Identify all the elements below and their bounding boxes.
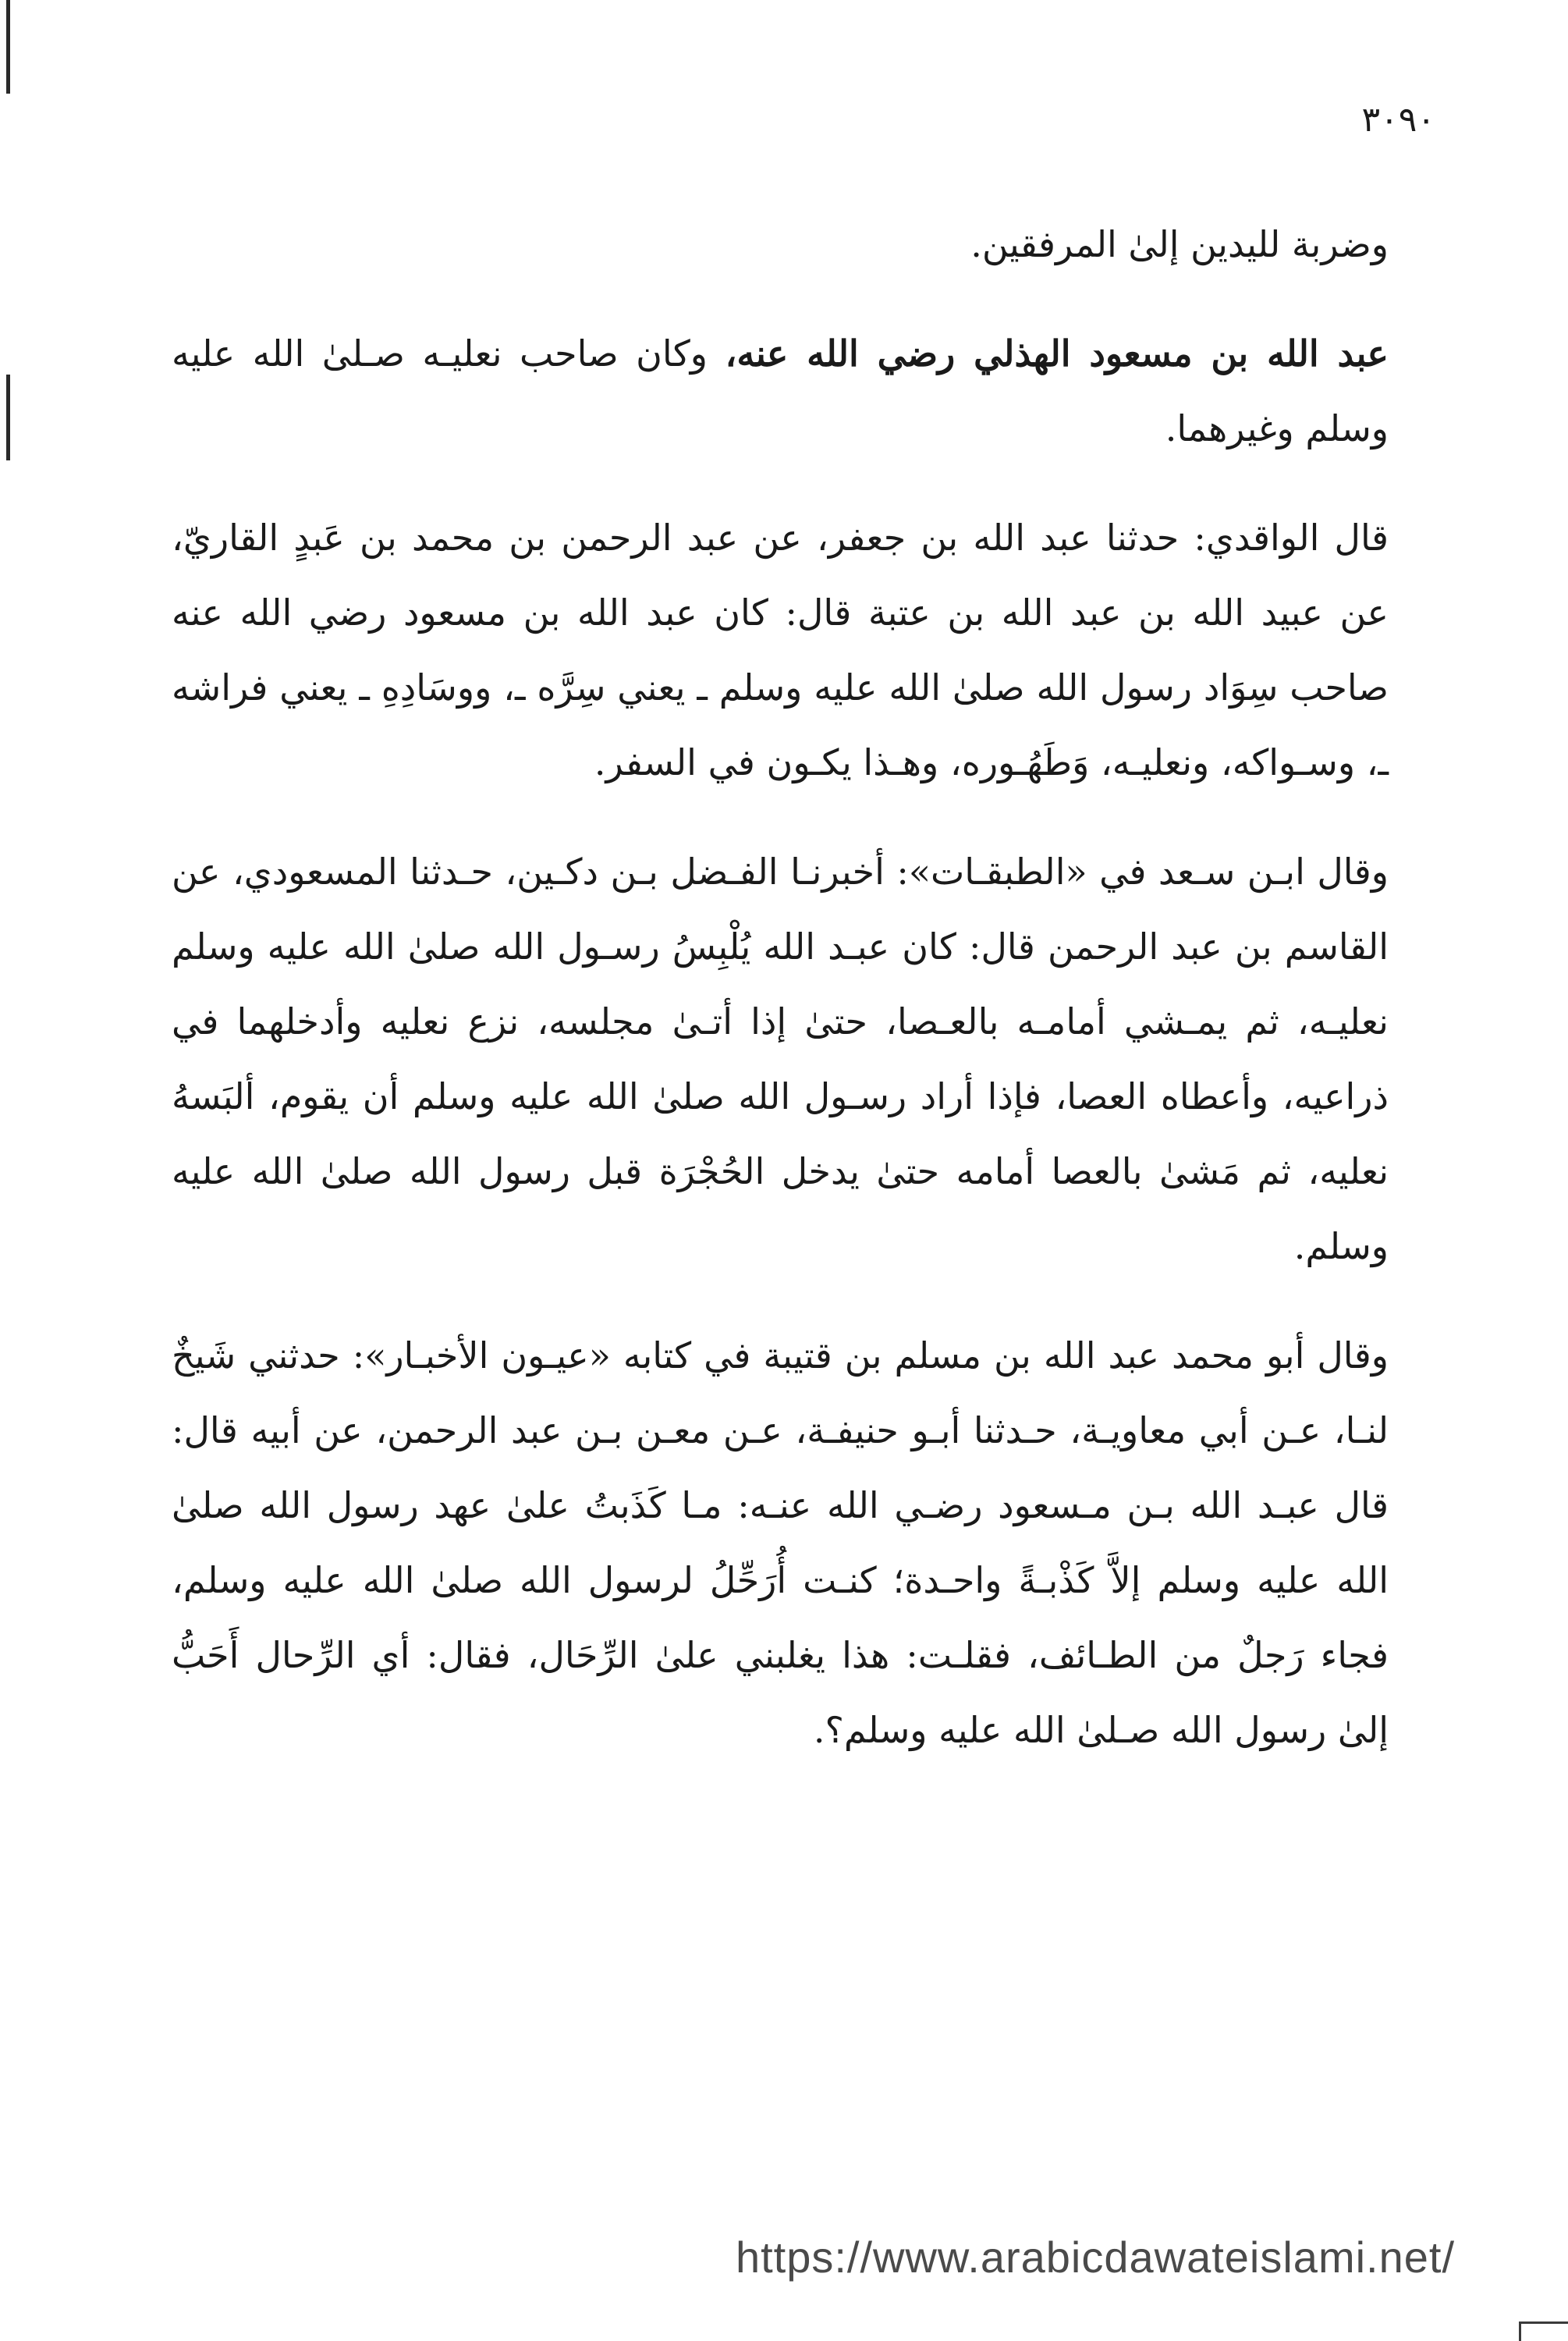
source-url: https://www.arabicdawateislami.net/ [735,2233,1455,2282]
paragraph-ibn-qutaybah: وقال أبو محمد عبد الله بن مسلم بن قتيبة في كتابه «عيـون الأخبـار»: حدثني شَيخٌ لنـا، عـن أبي معاويـة، حـدثنا أبـو حنيفـة، عـن معـن بـن عبد الرحمن، عن أبيه قال: قال عبـد الله بـن مـسعود رضـي الله عنـه: مـا كَذَبتُ علىٰ عهد رسول الله صلىٰ الله عليه وسلم إلاَّ كَذْبـةً واحـدة؛ كنـت أُرَحِّلُ لرسول الله صلىٰ الله عليه وسلم، فجاء رَجلٌ من الطـائف، فقلـت: هذا يغلبني علىٰ الرِّحَال، فقال: أي الرِّحال أَحَبُّ إلىٰ رسول الله صـلىٰ الله عليه وسلم؟. [172,1334,1389,1751]
scan-edge-mark-middle [6,375,10,460]
page-number: ٣٠٩٠ [1361,100,1435,140]
paragraph-waqidi: قال الواقدي: حدثنا عبد الله بن جعفر، عن عبد الرحمن بن محمد بن عَبدٍ القاريّ، عن عبيد الله بن عبد الله بن عتبة قال: كان عبد الله بن مسعود رضي الله عنه صاحب سِوَاد رسول الله صلىٰ الله عليه وسلم ـ يعني سِرَّه ـ، ووسَادِهِ ـ يعني فراشه ـ، وسـواكه، ونعليـه، وَطَهُـوره، وهـذا يكـون في السفر. [172,517,1389,783]
paragraph-ibn-saad: وقال ابـن سـعد في «الطبقـات»: أخبرنـا الفـضل بـن دكـين، حـدثنا المسعودي، عن القاسم بن عبد الرحمن قال: كان عبـد الله يُلْبِسُ رسـول الله صلىٰ الله عليه وسلم نعليـه، ثم يمـشي أمامـه بالعـصا، حتىٰ إذا أتـىٰ مجلسه، نزع نعليه وأدخلهما في ذراعيه، وأعطاه العصا، فإذا أراد رسـول الله صلىٰ الله عليه وسلم أن يقوم، ألبَسهُ نعليه، ثم مَشىٰ بالعصا أمامه حتىٰ يدخل الحُجْرَة قبل رسول الله صلىٰ الله عليه وسلم. [172,851,1389,1267]
scan-edge-mark-top [6,0,10,94]
paragraph-ibn-masud-heading [172,316,1389,466]
scan-corner-mark [1519,2321,1568,2341]
section-heading: عبد الله بن مسعود الهذلي رضي الله عنه، [725,332,1389,375]
paragraph-continuation: وضربة لليدين إلىٰ المرفقين. [970,223,1389,265]
section-heading-continuation: وكان صاحب نعليـه صـلىٰ الله عليه وسلم وغيرهما. [172,332,1389,449]
page-body [172,207,1389,1802]
